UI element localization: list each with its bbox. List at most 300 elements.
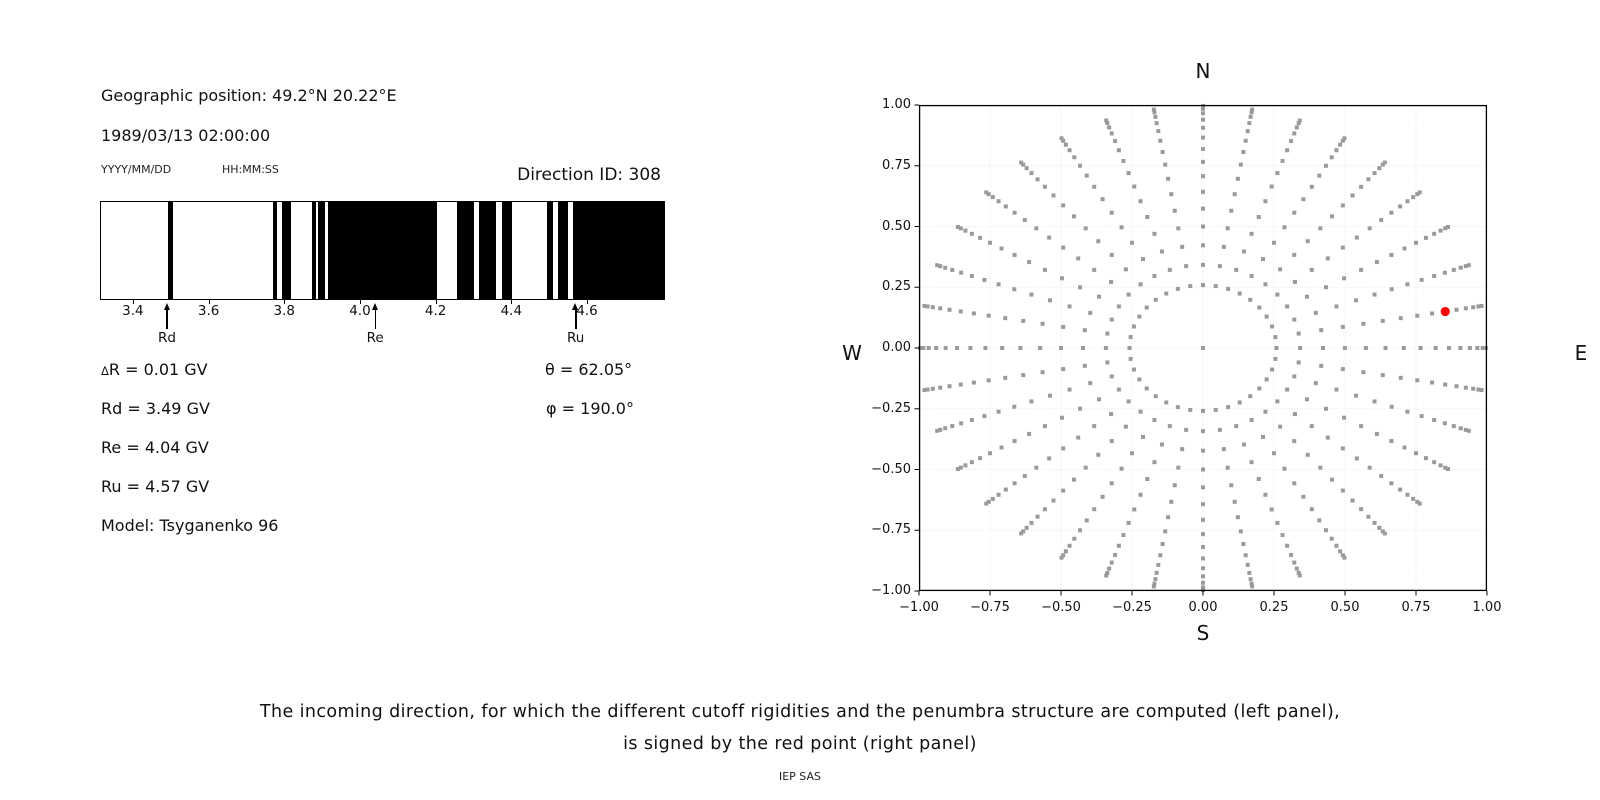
direction-grid-dot [1060,416,1064,420]
penumbra-tick-label: 3.8 [273,303,296,319]
direction-grid-dot [984,502,988,506]
penumbra-tick-label: 4.4 [500,303,523,319]
delta-r-text: R = 0.01 GV [108,360,208,379]
direction-grid-dot [922,304,926,308]
direction-grid-dot [1364,346,1368,350]
direction-grid-dot [1226,226,1230,230]
direction-grid-dot [1241,150,1245,154]
direction-grid-dot [1048,298,1052,302]
direction-grid-dot [1324,407,1328,411]
direction-grid-dot [1273,357,1277,361]
direction-grid-dot [1467,429,1471,433]
direction-grid-dot [1226,287,1230,291]
compass-label-north: N [1195,59,1211,83]
direction-grid-dot [1263,282,1267,286]
direction-grid-dot [1068,304,1072,308]
direction-grid-dot [1359,424,1363,428]
direction-grid-dot [1343,346,1347,350]
direction-grid-dot [1061,489,1065,493]
direction-grid-dot [1110,561,1114,565]
direction-grid-dot [959,383,963,387]
cutoff-arrow-label: Ru [567,330,585,346]
direction-grid-dot [1201,160,1205,164]
direction-grid-dot [1130,241,1134,245]
direction-grid-dot [1430,381,1434,385]
delta-symbol: Δ [101,364,109,378]
direction-grid-dot [1439,229,1443,233]
direction-grid-dot [1292,211,1296,215]
direction-grid-dot [1366,177,1370,181]
direction-grid-dot [1306,239,1310,243]
direction-grid-dot [1229,209,1233,213]
direction-grid-dot [1084,226,1088,230]
direction-grid-dot [1127,521,1131,525]
direction-grid-dot [943,266,947,270]
direction-grid-dot [1317,174,1321,178]
direction-grid-dot [1124,267,1128,271]
direction-grid-dot [1145,215,1149,219]
direction-grid-dot [1158,553,1162,557]
direction-grid-dot [1025,526,1029,530]
direction-grid-dot [1242,443,1246,447]
direction-grid-dot [1359,268,1363,272]
direction-grid-dot [1261,435,1265,439]
direction-grid-dot [1139,282,1143,286]
direction-grid-dot [1034,226,1038,230]
direction-grid-dot [1430,311,1434,315]
x-tick-label: −0.25 [1112,600,1152,615]
direction-grid-dot [1424,236,1428,240]
penumbra-tick-label: 4.2 [424,303,447,319]
direction-grid-dot [1248,394,1252,398]
direction-grid-dot [1330,478,1334,482]
direction-grid-dot [1129,357,1133,361]
direction-grid-dot [1201,225,1205,229]
direction-grid-dot [1029,399,1033,403]
direction-grid-dot [1176,466,1180,470]
direction-grid-dot [1285,304,1289,308]
direction-grid-dot [1034,466,1038,470]
direction-grid-dot [1447,346,1451,350]
direction-grid-dot [1398,488,1402,492]
direction-grid-dot [1411,195,1415,199]
direction-grid-dot [1298,573,1302,577]
y-tick-label: −0.25 [871,400,911,416]
direction-grid-dot [1342,556,1346,560]
direction-grid-dot [1341,446,1345,450]
direction-grid-dot [1110,211,1114,215]
direction-grid-dot [943,426,947,430]
direction-grid-dot [1078,407,1082,411]
direction-grid-dot [1471,305,1475,309]
direction-grid-dot [1285,388,1289,392]
direction-grid-dot [1127,346,1131,350]
direction-grid-dot [1318,226,1322,230]
direction-grid-dot [1201,574,1205,578]
direction-grid-dot [1241,542,1245,546]
direction-grid-dot [1110,439,1114,443]
direction-grid-dot [1180,245,1184,249]
direction-grid-dot [1341,367,1345,371]
direction-grid-dot [997,493,1001,497]
direction-grid-dot [1399,316,1403,320]
direction-grid-dot [1141,257,1145,261]
direction-grid-dot [1013,253,1017,257]
direction-grid-dot [1418,190,1422,194]
direction-grid-dot [1029,171,1033,175]
direction-grid-dot [1092,268,1096,272]
red-direction-point [1441,307,1450,316]
direction-grid-dot [1060,136,1064,140]
direction-grid-dot [978,456,982,460]
direction-grid-dot [970,418,974,422]
direction-grid-dot [1273,335,1277,339]
direction-grid-dot [1168,424,1172,428]
direction-grid-dot [1051,194,1055,198]
direction-grid-dot [1464,306,1468,310]
direction-grid-dot [1201,545,1205,549]
direction-grid-dot [1104,346,1108,350]
direction-grid-dot [1226,466,1230,470]
direction-grid-dot [1334,388,1338,392]
direction-grid-dot [1281,159,1285,163]
direction-grid-dot [1342,136,1346,140]
direction-grid-dot [1222,447,1226,451]
direction-grid-dot [1059,346,1063,350]
direction-grid-dot [1176,287,1180,291]
direction-grid-dot [1377,526,1381,530]
direction-grid-dot [1201,468,1205,472]
direction-grid-dot [1281,533,1285,537]
direction-grid-dot [1390,405,1394,409]
y-tick-label: 0.00 [882,340,911,355]
direction-grid-dot [1113,553,1117,557]
direction-grid-dot [1096,453,1100,457]
direction-grid-dot [1201,409,1205,413]
direction-grid-dot [987,378,991,382]
direction-grid-dot [1012,287,1016,291]
direction-grid-dot [1003,376,1007,380]
direction-plot-xticklabels [899,600,1502,618]
direction-grid-dot [1424,456,1428,460]
direction-grid-dot [1246,563,1250,567]
direction-grid-dot [1003,316,1007,320]
direction-grid-dot [1173,483,1177,487]
direction-grid-dot [1076,436,1080,440]
direction-grid-dot [1270,324,1274,328]
direction-grid-dot [1419,346,1423,350]
direction-grid-dot [1443,383,1447,387]
direction-grid-dot [1402,446,1406,450]
direction-grid-dot [1117,304,1121,308]
direction-grid-dot [1145,386,1149,390]
x-tick-label: −0.75 [970,600,1010,615]
direction-grid-dot [1043,507,1047,511]
direction-grid-dot [970,274,974,278]
direction-grid-dot [1110,253,1114,257]
direction-grid-dot [1351,498,1355,502]
direction-grid-center-dot [1201,346,1205,350]
direction-grid-dot [1418,502,1422,506]
direction-grid-dot [1379,218,1383,222]
direction-grid-dot [1257,386,1261,390]
direction-grid-dot [1121,159,1125,163]
direction-grid-dot [1330,537,1334,541]
direction-grid-dot [1390,287,1394,291]
x-tick-label: 1.00 [1472,600,1502,615]
direction-grid-dot [1229,483,1233,487]
direction-grid-dot [1359,507,1363,511]
direction-grid-dot [1173,209,1177,213]
direction-grid-dot [1110,481,1114,485]
cutoff-arrow-stem [375,309,377,329]
direction-grid-dot [931,305,935,309]
direction-grid-dot [1132,185,1136,189]
direction-grid-dot [1166,177,1170,181]
direction-grid-dot [1236,515,1240,519]
direction-grid-dot [1072,214,1076,218]
direction-grid-dot [1263,493,1267,497]
direction-grid-dot [1047,236,1051,240]
direction-grid-dot [1310,268,1314,272]
direction-grid-dot [1000,246,1004,250]
direction-grid-dot [1234,268,1238,272]
cutoff-arrow-stem [166,309,168,329]
direction-grid-dot [1355,236,1359,240]
direction-grid-dot [1261,257,1265,261]
direction-grid-dot [1048,394,1052,398]
penumbra-black-bar [312,202,316,299]
direction-grid-dot [1250,460,1254,464]
direction-grid-dot [963,463,967,467]
direction-grid-dot [1405,199,1409,203]
direction-grid-dot [1278,267,1282,271]
direction-grid-dot [1047,456,1051,460]
direction-grid-dot [1139,199,1143,203]
direction-grid-dot [987,314,991,318]
direction-grid-dot [1201,449,1205,453]
direction-grid-dot [1238,292,1242,296]
penumbra-black-bar [573,202,664,299]
direction-grid-dot [1201,429,1205,433]
direction-grid-dot [1078,285,1082,289]
direction-grid-dot [1025,166,1029,170]
direction-grid-dot [1153,577,1157,581]
direction-grid-dot [1068,544,1072,548]
direction-grid-dot [1083,364,1087,368]
penumbra-tick-label: 3.6 [197,303,220,319]
penumbra-black-bar [273,202,278,299]
direction-grid-dot [1078,528,1082,532]
direction-grid-dot [978,236,982,240]
penumbra-axis [100,300,665,360]
direction-grid-dot [1247,121,1251,125]
direction-grid-dot [944,346,948,350]
direction-grid-dot [1373,521,1377,525]
direction-grid-dot [1373,293,1377,297]
direction-grid-dot [1415,378,1419,382]
direction-grid-dot [1161,150,1165,154]
direction-grid-dot [1452,424,1456,428]
direction-grid-dot [1004,204,1008,208]
direction-grid-dot [1310,185,1314,189]
penumbra-tick-label: 3.4 [122,303,144,319]
direction-grid-dot [1061,246,1065,250]
direction-grid-dot [1310,424,1314,428]
direction-grid-dot [1104,573,1108,577]
direction-grid-dot [1432,274,1436,278]
direction-grid-dot [1107,567,1111,571]
direction-grid-dot [1324,528,1328,532]
direction-grid-dot [1061,446,1065,450]
direction-grid-dot [1361,322,1365,326]
penumbra-plot [100,201,665,300]
direction-grid-dot [1297,332,1301,336]
direction-grid-dot [1036,515,1040,519]
direction-grid-dot [988,241,992,245]
direction-grid-dot [1420,414,1424,418]
direction-grid-dot [1250,584,1254,588]
direction-grid-dot [997,282,1001,286]
direction-grid-dot [1292,253,1296,257]
direction-grid-dot [1354,298,1358,302]
direction-grid-dot [1160,443,1164,447]
direction-grid-dot [1285,544,1289,548]
direction-grid-dot [1201,518,1205,522]
direction-grid-dot [1060,556,1064,560]
direction-grid-dot [1176,405,1180,409]
direction-grid-dot [1334,148,1338,152]
caption-line1: The incoming direction, for which the different cutoff rigidities and the penumbra structure are computed (left panel), [259,702,1341,722]
direction-grid-dot [1341,489,1345,493]
direction-grid-dot [1043,185,1047,189]
direction-grid-dot [1029,293,1033,297]
direction-grid-dot [1061,203,1065,207]
direction-grid-dot [1152,108,1156,112]
direction-grid-dot [1324,285,1328,289]
direction-grid-dot [1458,346,1462,350]
direction-grid-dot [1018,346,1022,350]
direction-grid-dot [1239,529,1243,533]
direction-grid-dot [1201,283,1205,287]
direction-grid-dot [1201,118,1205,122]
direction-grid-dot [1297,360,1301,364]
direction-grid-dot [1023,218,1027,222]
direction-grid-dot [1027,432,1031,436]
x-tick-label: −0.50 [1041,600,1081,615]
direction-grid-dot [1141,435,1145,439]
direction-grid-dot [1027,260,1031,264]
direction-grid-dot [1239,163,1243,167]
direction-grid-dot [1383,161,1387,165]
model-label: Model: Tsyganenko 96 [101,516,279,535]
penumbra-black-bar [282,202,291,299]
direction-grid-dot [1275,171,1279,175]
direction-grid-dot [1368,226,1372,230]
y-tick-label: 0.25 [882,279,911,295]
direction-grid-dot [1137,377,1141,381]
direction-grid-dot [1083,328,1087,332]
direction-grid-dot [959,271,963,275]
direction-grid-dot [1101,197,1105,201]
direction-grid-dot [1152,460,1156,464]
direction-grid-dot [1145,306,1149,310]
direction-grid-dot [997,199,1001,203]
y-tick-label: 0.50 [882,218,911,234]
direction-grid-dot [1105,332,1109,336]
direction-grid-dot [1097,397,1101,401]
direction-grid-dot [1101,495,1105,499]
direction-grid-dot [1117,388,1121,392]
direction-grid-dot [1166,515,1170,519]
direction-grid-dot [1061,325,1065,329]
direction-grid-dot [1272,451,1276,455]
direction-grid-dot [1402,246,1406,250]
direction-grid-dot [1314,381,1318,385]
direction-grid-dot [1201,566,1205,570]
direction-grid-dot [1088,381,1092,385]
direction-grid-dot [935,263,939,267]
direction-grid-dot [1321,346,1325,350]
direction-grid-dot [1154,394,1158,398]
direction-grid-dot [1092,185,1096,189]
direction-grid-dot [1201,190,1205,194]
direction-grid-dot [1446,467,1450,471]
direction-grid-dot [1468,346,1472,350]
direction-grid-dot [1324,164,1328,168]
direction-grid-dot [1226,405,1230,409]
direction-grid-dot [1292,481,1296,485]
direction-grid-dot [1214,284,1218,288]
direction-grid-dot [1443,271,1447,275]
direction-grid-dot [1109,280,1113,284]
direction-grid-dot [1188,408,1192,412]
direction-grid-dot [1155,121,1159,125]
direction-grid-dot [1432,232,1436,236]
direction-grid-dot [1184,264,1188,268]
direction-grid-dot [1292,374,1296,378]
direction-grid-dot [1076,256,1080,260]
direction-plot-svg [919,105,1487,591]
penumbra-black-bar [547,202,552,299]
direction-grid-dot [1117,148,1121,152]
direction-grid-dot [1238,400,1242,404]
direction-grid-dot [1355,456,1359,460]
direction-grid-dot [1130,451,1134,455]
time-format-label: HH:MM:SS [222,163,279,176]
direction-grid-dot [1139,493,1143,497]
direction-grid-dot [1145,477,1149,481]
direction-grid-dot [1152,418,1156,422]
x-tick-label: 0.75 [1401,600,1431,615]
direction-grid-dot [1137,315,1141,319]
direction-grid-dot [1139,410,1143,414]
direction-grid-dot [1275,521,1279,525]
direction-grid-dot [1454,308,1458,312]
direction-grid-dot [1257,477,1261,481]
direction-grid-dot [1021,373,1025,377]
direction-grid-dot [1415,314,1419,318]
direction-grid-dot [1405,493,1409,497]
compass-label-south: S [1196,621,1210,645]
direction-grid-dot [1169,500,1173,504]
direction-grid-dot [1330,214,1334,218]
direction-grid-dot [1319,328,1323,332]
direction-grid-dot [1272,241,1276,245]
direction-grid-dot [1013,481,1017,485]
direction-grid-dot [1201,243,1205,247]
direction-grid-dot [1168,268,1172,272]
